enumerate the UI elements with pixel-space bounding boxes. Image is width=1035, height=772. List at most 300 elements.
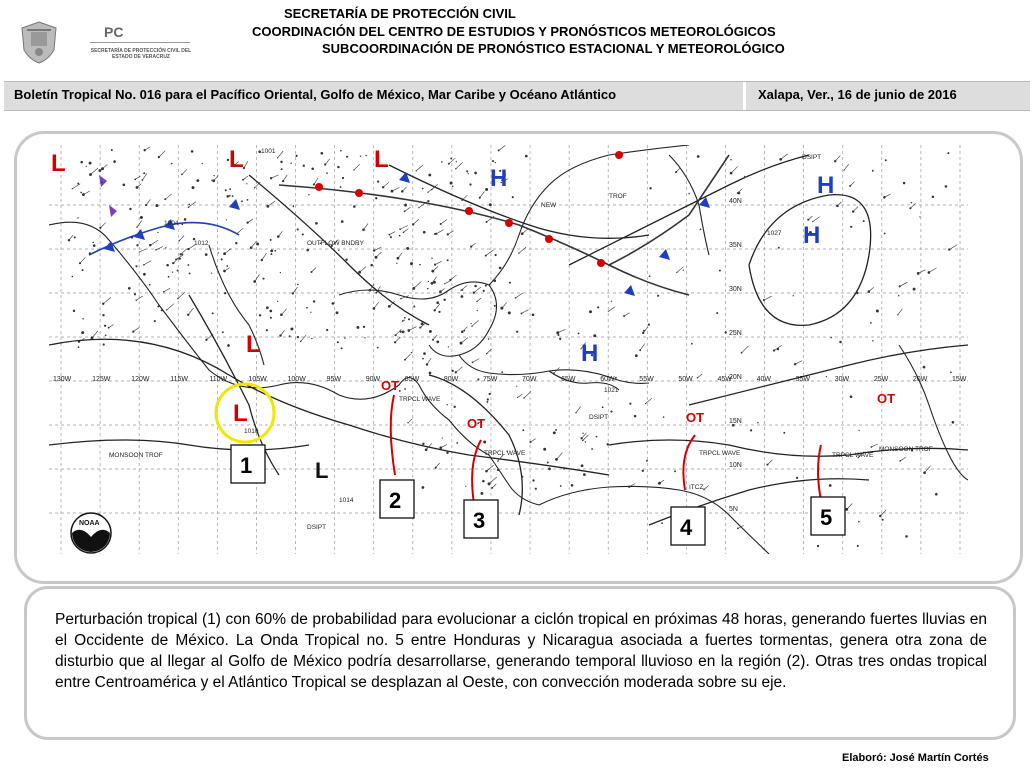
station-dot bbox=[399, 235, 401, 237]
longitude-label: 60W bbox=[600, 376, 615, 383]
station-dot bbox=[911, 202, 913, 204]
station-dot bbox=[465, 486, 466, 487]
station-dot bbox=[446, 451, 448, 453]
station-dot bbox=[222, 331, 224, 333]
station-dot bbox=[532, 479, 534, 481]
high-center-atlantic-ne: H bbox=[817, 172, 835, 199]
station-dot bbox=[516, 386, 517, 387]
station-dot bbox=[421, 322, 424, 325]
station-dot bbox=[589, 310, 592, 313]
station-dot bbox=[863, 220, 865, 222]
station-dot bbox=[610, 411, 612, 413]
station-dot bbox=[360, 156, 361, 157]
station-dot bbox=[461, 295, 464, 298]
station-dot bbox=[313, 300, 315, 302]
station-dot bbox=[98, 169, 101, 172]
station-dot bbox=[883, 196, 886, 199]
station-dot bbox=[411, 352, 413, 354]
station-dot bbox=[560, 485, 562, 487]
wave-label-2: OT bbox=[467, 416, 486, 431]
wave-label-4: OT bbox=[877, 391, 896, 406]
station-dot bbox=[516, 331, 518, 333]
station-dot bbox=[337, 166, 339, 168]
station-dot bbox=[390, 236, 392, 238]
station-dot bbox=[161, 309, 163, 311]
latitude-label: 40N bbox=[729, 198, 742, 205]
station-dot bbox=[434, 263, 436, 265]
wave-label-3: OT bbox=[686, 410, 705, 425]
station-dot bbox=[73, 310, 75, 312]
station-dot bbox=[683, 269, 684, 270]
station-dot bbox=[571, 484, 574, 487]
low-center-mexico: L bbox=[246, 331, 261, 358]
station-dot bbox=[122, 183, 125, 186]
station-dot bbox=[155, 204, 158, 207]
station-dot bbox=[489, 393, 491, 395]
station-dot bbox=[168, 276, 170, 278]
station-dot bbox=[229, 195, 231, 197]
pressure-1021: 1021 bbox=[604, 387, 619, 394]
longitude-label: 15W bbox=[952, 376, 967, 383]
station-dot bbox=[184, 218, 187, 221]
station-dot bbox=[202, 163, 203, 164]
station-dot bbox=[947, 152, 949, 154]
station-dot bbox=[829, 484, 832, 487]
station-dot bbox=[872, 340, 873, 341]
station-dot bbox=[226, 219, 227, 220]
station-dot bbox=[290, 328, 293, 331]
station-dot bbox=[364, 337, 365, 338]
station-dot bbox=[247, 199, 249, 201]
low-center-pacific: L bbox=[315, 458, 329, 483]
station-dot bbox=[226, 265, 228, 267]
station-dot bbox=[456, 442, 458, 444]
station-dot bbox=[469, 183, 471, 185]
trpcl-wave-label-4: TRPCL WAVE bbox=[699, 450, 741, 457]
low-center-disturbance: L bbox=[233, 400, 248, 427]
station-dot bbox=[778, 247, 780, 249]
station-dot bbox=[373, 249, 375, 251]
station-dot bbox=[391, 190, 394, 193]
station-dot bbox=[113, 160, 116, 163]
station-dot bbox=[870, 322, 872, 324]
dsipt-label-ne: DSIPT bbox=[802, 154, 822, 161]
station-dot bbox=[295, 155, 297, 157]
station-dot bbox=[882, 519, 884, 521]
station-dot bbox=[884, 233, 886, 235]
station-dot bbox=[661, 522, 663, 524]
longitude-label: 40W bbox=[756, 376, 771, 383]
latitude-label: 30N bbox=[729, 286, 742, 293]
station-dot bbox=[135, 265, 137, 267]
station-dot bbox=[436, 341, 439, 344]
monsoon-trof-e-label: MONSOON TROF bbox=[879, 446, 933, 453]
station-dot bbox=[474, 172, 477, 175]
station-dot bbox=[266, 306, 269, 309]
station-dot bbox=[306, 307, 308, 309]
station-dot bbox=[935, 493, 938, 496]
station-dot bbox=[256, 243, 259, 246]
station-dot bbox=[597, 306, 599, 308]
longitude-label: 105W bbox=[248, 376, 267, 383]
station-dot bbox=[525, 155, 528, 158]
station-dot bbox=[154, 320, 156, 322]
station-dot bbox=[932, 196, 934, 198]
noaa-text: NOAA bbox=[79, 520, 100, 527]
station-dot bbox=[482, 480, 485, 483]
low-center-nw: L bbox=[51, 150, 66, 177]
tag-4: 4 bbox=[680, 515, 693, 540]
station-dot bbox=[225, 189, 227, 191]
station-dot bbox=[453, 406, 455, 408]
station-dot bbox=[488, 338, 490, 340]
station-dot bbox=[157, 232, 158, 233]
station-dot bbox=[143, 273, 146, 276]
station-dot bbox=[643, 330, 645, 332]
station-dot bbox=[451, 370, 453, 372]
station-dot bbox=[898, 295, 899, 296]
longitude-label: 115W bbox=[170, 376, 189, 383]
station-dot bbox=[365, 155, 367, 157]
station-dot bbox=[338, 250, 339, 251]
station-dot bbox=[522, 429, 524, 431]
station-dot bbox=[596, 436, 598, 438]
station-dot bbox=[92, 242, 93, 243]
station-dot bbox=[468, 173, 469, 174]
high-center-atlantic-n: H bbox=[490, 165, 508, 192]
station-dot bbox=[615, 377, 617, 379]
station-dot bbox=[189, 272, 191, 274]
station-dot bbox=[105, 334, 107, 336]
station-dot bbox=[419, 264, 421, 266]
station-dot bbox=[532, 314, 535, 317]
station-dot bbox=[436, 301, 439, 304]
longitude-label: 30W bbox=[834, 376, 850, 383]
station-dot bbox=[905, 535, 908, 538]
station-dot bbox=[226, 195, 229, 198]
new-label: NEW bbox=[541, 202, 557, 209]
logo-subtitle: SECRETARÍA DE PROTECCIÓN CIVIL DEL ESTADO DE VERACRUZ bbox=[90, 48, 192, 60]
station-dot bbox=[485, 188, 488, 191]
station-dot bbox=[89, 162, 92, 165]
station-dot bbox=[277, 301, 278, 302]
station-dot bbox=[856, 292, 859, 295]
station-dot bbox=[477, 310, 478, 311]
station-dot bbox=[744, 176, 745, 177]
station-dot bbox=[629, 403, 631, 405]
station-dot bbox=[508, 311, 511, 314]
station-dot bbox=[858, 430, 859, 431]
station-dot bbox=[422, 486, 425, 489]
station-dot bbox=[857, 545, 859, 547]
station-dot bbox=[315, 222, 318, 225]
station-dot bbox=[429, 372, 432, 375]
station-dot bbox=[270, 250, 273, 253]
station-dot bbox=[423, 231, 426, 234]
station-dot bbox=[413, 305, 415, 307]
station-dot bbox=[583, 473, 586, 476]
station-dot bbox=[796, 477, 798, 479]
station-dot bbox=[211, 180, 212, 181]
station-dot bbox=[406, 247, 409, 250]
station-dot bbox=[634, 415, 637, 418]
station-dot bbox=[499, 267, 502, 270]
station-dot bbox=[581, 464, 584, 467]
pressure-1012: 1012 bbox=[194, 240, 209, 247]
station-dot bbox=[262, 278, 264, 280]
station-dot bbox=[232, 195, 234, 197]
station-dot bbox=[259, 314, 261, 316]
dsipt-label-s: DSIPT bbox=[307, 524, 327, 531]
station-dot bbox=[428, 174, 431, 177]
station-dot bbox=[213, 175, 214, 176]
longitude-label: 20W bbox=[912, 376, 928, 383]
station-dot bbox=[302, 233, 304, 235]
station-dot bbox=[885, 159, 887, 161]
station-dot bbox=[557, 334, 559, 336]
station-dot bbox=[377, 347, 379, 349]
station-dot bbox=[171, 163, 173, 165]
tag-2: 2 bbox=[389, 488, 402, 513]
station-dot bbox=[111, 149, 113, 151]
station-dot bbox=[578, 332, 580, 334]
station-dot bbox=[452, 186, 454, 188]
station-dot bbox=[917, 272, 920, 275]
station-dot bbox=[172, 272, 173, 273]
longitude-label: 120W bbox=[131, 376, 150, 383]
bulletin-date: Xalapa, Ver., 16 de junio de 2016 bbox=[758, 87, 957, 102]
station-dot bbox=[547, 462, 549, 464]
longitude-label: 25W bbox=[873, 376, 889, 383]
trpcl-wave-label-2: TRPCL WAVE bbox=[399, 396, 441, 403]
station-dot bbox=[205, 253, 208, 256]
longitude-label: 75W bbox=[482, 376, 498, 383]
station-dot bbox=[691, 343, 693, 345]
latitude-label: 10N bbox=[729, 462, 742, 469]
station-dot bbox=[793, 295, 794, 296]
station-dot bbox=[191, 150, 194, 153]
station-dot bbox=[270, 317, 272, 319]
station-dot bbox=[410, 262, 413, 265]
station-dot bbox=[297, 336, 299, 338]
station-dot bbox=[165, 247, 166, 248]
station-dot bbox=[344, 337, 345, 338]
station-dot bbox=[429, 330, 432, 333]
station-dot bbox=[80, 161, 83, 164]
header-line-1: SECRETARÍA DE PROTECCIÓN CIVIL bbox=[284, 6, 516, 21]
station-dot bbox=[462, 289, 464, 291]
station-dot bbox=[423, 352, 426, 355]
longitude-label: 65W bbox=[561, 376, 576, 383]
station-dot bbox=[363, 326, 365, 328]
trpcl-wave-label-3: TRPCL WAVE bbox=[484, 450, 526, 457]
station-dot bbox=[297, 284, 299, 286]
station-dot bbox=[593, 334, 596, 337]
itcz-label: ITCZ bbox=[689, 484, 704, 491]
station-dot bbox=[858, 521, 860, 523]
longitude-label: 45W bbox=[717, 376, 732, 383]
station-dot bbox=[495, 162, 496, 163]
longitude-label: 50W bbox=[678, 376, 693, 383]
station-dot bbox=[80, 192, 82, 194]
station-dot bbox=[133, 268, 134, 269]
station-dot bbox=[872, 170, 874, 172]
station-dot bbox=[422, 443, 424, 445]
station-dot bbox=[555, 429, 557, 431]
station-dot bbox=[716, 312, 718, 314]
station-dot bbox=[211, 272, 212, 273]
station-dot bbox=[697, 155, 700, 158]
station-dot bbox=[136, 244, 138, 246]
station-dot bbox=[649, 275, 651, 277]
station-dot bbox=[512, 196, 514, 198]
station-dot bbox=[81, 331, 84, 334]
station-dot bbox=[353, 205, 356, 208]
station-dot bbox=[218, 252, 219, 253]
latitude-label: 20N bbox=[729, 374, 742, 381]
station-dot bbox=[427, 200, 429, 202]
station-dot bbox=[297, 228, 299, 230]
trof-label: TROF bbox=[609, 193, 627, 200]
station-dot bbox=[77, 183, 79, 185]
station-dot bbox=[700, 228, 702, 230]
station-dot bbox=[337, 341, 339, 343]
station-dot bbox=[345, 258, 347, 260]
station-dot bbox=[131, 236, 133, 238]
station-dot bbox=[341, 347, 343, 349]
station-dot bbox=[850, 395, 853, 398]
bulletin-description: Perturbación tropical (1) con 60% de probabilidad para evolucionar a ciclón tropical en próximas 48 horas, generando fuertes lluvias en el Occidente de México. La Onda Tropical no. 5 entre Honduras y Nicaragua asociada a fuertes tormentas, genera otra zona de disturbio que al llegar al Golfo de México podría desarrollarse, generando temporal lluvioso en la región (2). Otras tres ondas tropical entre Centroamérica y el Atlántico Tropical se desplazan al Oeste, con convección moderada sobre su eje. bbox=[55, 611, 987, 691]
high-center-atlantic-e: H bbox=[803, 222, 821, 249]
station-dot bbox=[431, 257, 432, 258]
noaa-logo-icon bbox=[71, 513, 111, 553]
station-dot bbox=[326, 172, 328, 174]
station-dot bbox=[149, 284, 151, 286]
title-bar bbox=[4, 81, 1030, 111]
station-dot bbox=[74, 236, 76, 238]
station-dot bbox=[826, 376, 827, 377]
station-dot bbox=[876, 310, 879, 313]
station-dot bbox=[311, 338, 312, 339]
station-dot bbox=[611, 301, 612, 302]
station-dot bbox=[489, 203, 492, 206]
station-dot bbox=[501, 371, 503, 373]
latitude-label: 35N bbox=[729, 242, 742, 249]
station-dot bbox=[497, 469, 500, 472]
station-dot bbox=[340, 186, 342, 188]
station-dot bbox=[404, 388, 406, 390]
surface-analysis-map bbox=[49, 145, 968, 554]
station-dot bbox=[913, 288, 916, 291]
station-dot bbox=[477, 378, 479, 380]
station-dot bbox=[82, 269, 84, 271]
station-dot bbox=[495, 254, 497, 256]
station-dot bbox=[403, 320, 404, 321]
station-dot bbox=[494, 279, 497, 282]
station-dot bbox=[89, 252, 91, 254]
station-dot bbox=[93, 244, 96, 247]
longitude-label: 35W bbox=[795, 376, 811, 383]
station-dot bbox=[456, 161, 457, 162]
station-dot bbox=[326, 329, 328, 331]
monsoon-trof-w-label: MONSOON TROF bbox=[109, 452, 163, 459]
pressure-1001: 1001 bbox=[261, 148, 276, 155]
station-dot bbox=[466, 170, 468, 172]
outflow-label: OUTFLOW BNDRY bbox=[307, 240, 364, 247]
station-dot bbox=[427, 288, 429, 290]
low-center-n: L bbox=[229, 146, 244, 173]
wave-label-1: OT bbox=[381, 378, 400, 393]
station-dot bbox=[474, 285, 477, 288]
station-dot bbox=[688, 193, 690, 195]
logo bbox=[18, 14, 192, 70]
station-dot bbox=[487, 398, 489, 400]
low-center-ne: L bbox=[374, 146, 389, 173]
station-dot bbox=[281, 168, 283, 170]
station-dot bbox=[129, 208, 131, 210]
station-dot bbox=[448, 346, 449, 347]
station-dot bbox=[224, 292, 226, 294]
station-dot bbox=[428, 281, 429, 282]
station-dot bbox=[269, 310, 272, 313]
longitude-label: 95W bbox=[326, 376, 342, 383]
station-dot bbox=[310, 312, 311, 313]
pc-logo-mark: PC bbox=[104, 24, 124, 40]
station-dot bbox=[270, 253, 272, 255]
station-dot bbox=[311, 168, 314, 171]
station-dot bbox=[128, 287, 131, 290]
station-dot bbox=[648, 324, 650, 326]
station-dot bbox=[438, 311, 440, 313]
station-dot bbox=[447, 259, 449, 261]
longitude-label: 130W bbox=[53, 376, 72, 383]
station-dot bbox=[82, 318, 84, 320]
tag-5: 5 bbox=[820, 505, 833, 530]
station-dot bbox=[783, 432, 785, 434]
station-dot bbox=[178, 257, 180, 259]
station-dot bbox=[402, 320, 404, 322]
station-dot bbox=[494, 305, 496, 307]
station-dot bbox=[607, 443, 609, 445]
station-dot bbox=[903, 182, 905, 184]
station-dot bbox=[134, 293, 136, 295]
station-dot bbox=[850, 226, 852, 228]
trpcl-wave-label-5: TRPCL WAVE bbox=[832, 452, 874, 459]
station-dot bbox=[719, 270, 721, 272]
station-dot bbox=[274, 250, 276, 252]
station-dot bbox=[212, 312, 214, 314]
latitude-label: 15N bbox=[729, 418, 742, 425]
station-dot bbox=[101, 182, 102, 183]
station-dot bbox=[402, 331, 405, 334]
pressure-1014: 1014 bbox=[339, 497, 354, 504]
station-dot bbox=[177, 270, 179, 272]
station-dot bbox=[663, 416, 665, 418]
station-dot bbox=[188, 264, 190, 266]
station-dot bbox=[447, 404, 448, 405]
station-dot bbox=[642, 470, 644, 472]
station-dot bbox=[143, 172, 145, 174]
station-dot bbox=[104, 325, 106, 327]
station-dot bbox=[483, 290, 485, 292]
station-dot bbox=[674, 470, 676, 472]
station-dot bbox=[270, 177, 272, 179]
station-dot bbox=[585, 441, 586, 442]
longitude-label: 90W bbox=[365, 376, 381, 383]
station-dot bbox=[485, 285, 487, 287]
station-dot bbox=[582, 433, 583, 434]
station-dot bbox=[450, 182, 453, 185]
